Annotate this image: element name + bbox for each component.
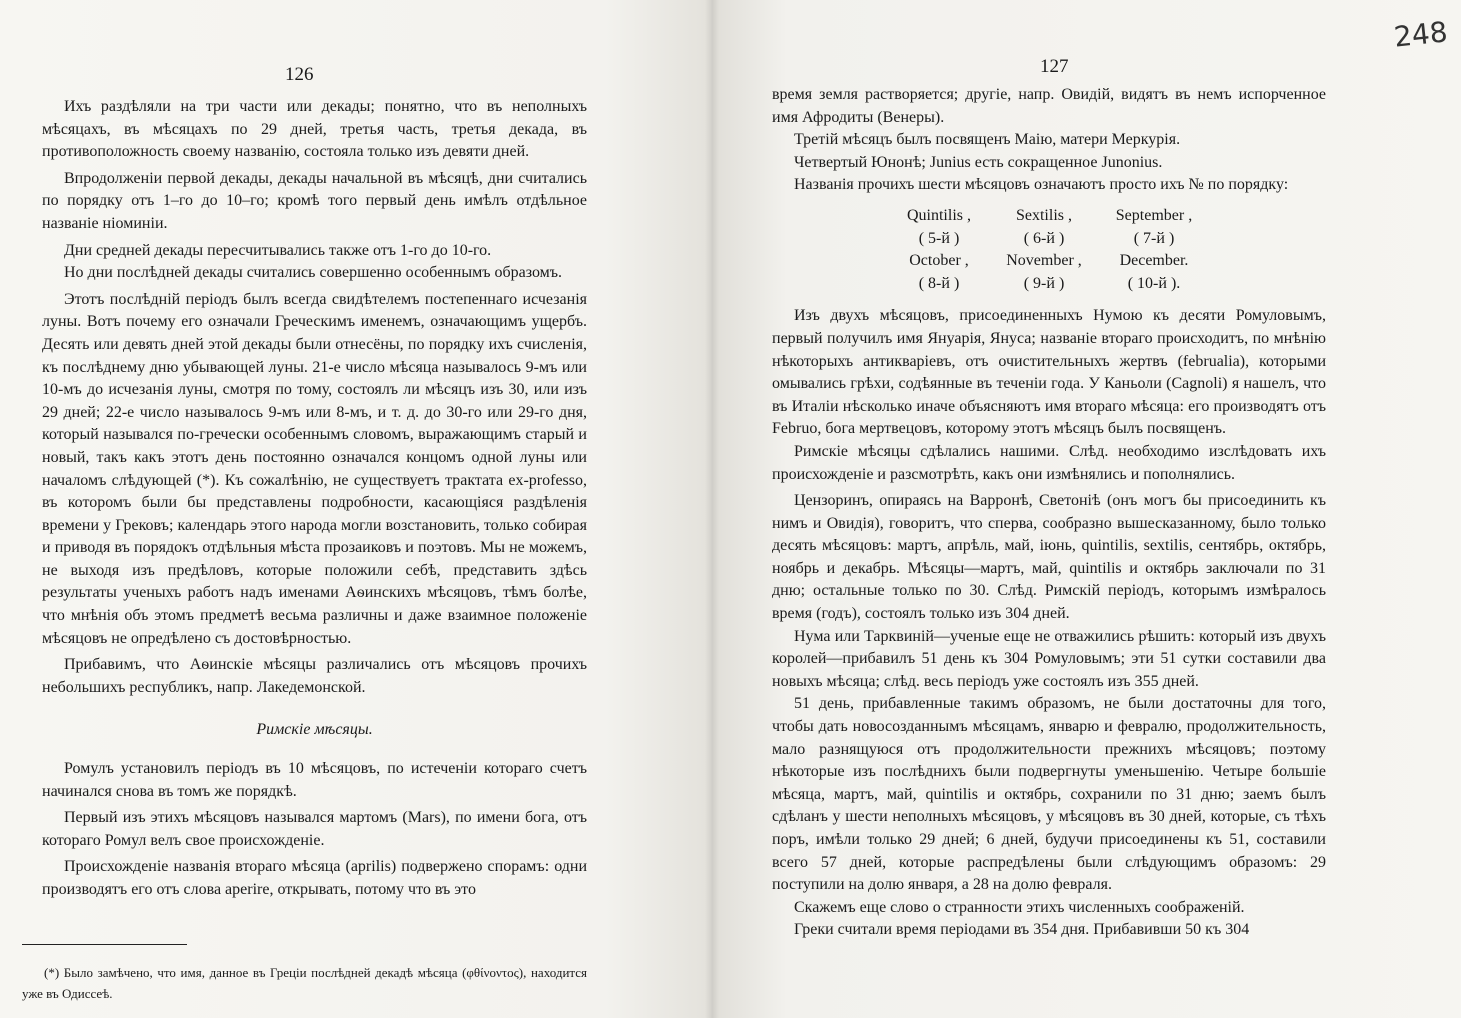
- right-page: [712, 0, 1461, 1018]
- footnote-text: (*) Было замѣчено, что имя, данное въ Греціи послѣдней декадѣ мѣсяца (φθίνοντος), находится уже въ Одиссеѣ.: [22, 965, 587, 1001]
- paragraph: время земля растворяется; другіе, напр. Овидій, видятъ въ немъ испорченное имя Афродиты (Венеры).: [772, 86, 1326, 126]
- paragraph: 51 день, прибавленные такимъ образомъ, не были достаточны для того, чтобы дать новосозданнымъ мѣсяцамъ, январю и февралю, продолжительность, мало разнящуюся отъ продолжительности прежнихъ мѣсяцовъ; поэтому нѣкоторые изъ послѣднихъ были подвергнуты уменьшенію. Четыре большіе мѣсяца, мартъ, май, quintilis и октябрь, сохранили по 31 дню; заемъ былъ сдѣланъ у шести неполныхъ мѣсяцовъ, у мѣсяцовъ въ 30 дней, которые, съ тѣхъ поръ, имѣли только 29 дней; 6 дней, будучи присоединены къ 51, составили всего 57 дней, которые распредѣлены были слѣдующимъ образомъ: 29 поступили на долю января, а 28 на долю февраля.: [772, 695, 1326, 894]
- paragraph: Цензоринъ, опираясь на Варронѣ, Светоніѣ (онъ могъ бы присоединить къ нимъ и Овидія), говоритъ, что сперва, сообразно вышесказанному, было только десять мѣсяцовъ: мартъ, апрѣль, май, іюнь, quintilis, sextilis, сентябрь, октябрь, ноябрь и декабрь. Мѣсяцы—мартъ, май, quintilis и октябрь заключали по 31 дню; остальные только по 30. Слѣд. Римскій періодъ, которымъ измѣралось время (годъ), состоялъ только изъ 304 дней.: [772, 492, 1326, 623]
- table-cell: ( 8-й ): [918, 274, 960, 292]
- paragraph: Третій мѣсяцъ былъ посвященъ Маію, матери Меркурія.: [794, 131, 1181, 149]
- table-cell: ( 9-й ): [1023, 274, 1065, 292]
- table-cell: ( 7-й ): [1133, 229, 1175, 247]
- table-cell: ( 5-й ): [918, 229, 960, 247]
- right-page-text: [772, 84, 1326, 942]
- table-cell: December.: [1119, 252, 1189, 270]
- paragraph: Греки считали время періодами въ 354 дня. Прибавивши 50 къ 304: [794, 921, 1250, 939]
- left-page-text: [42, 96, 587, 902]
- footnote: [22, 962, 587, 1004]
- table-row: [772, 250, 1326, 273]
- paragraph: Четвертый Юнонѣ; Junius есть сокращенное Junonius.: [794, 153, 1163, 171]
- table-cell: September ,: [1115, 206, 1193, 224]
- archive-number-stamp: 248: [1391, 15, 1449, 54]
- table-row: [772, 228, 1326, 251]
- paragraph: Но дни послѣдней декады считались совершенно особеннымъ образомъ.: [64, 264, 563, 282]
- table-cell: ( 10-й ).: [1127, 274, 1181, 292]
- book-gutter: [705, 0, 719, 1018]
- paragraph: Скажемъ еще слово о странности этихъ численныхъ соображеній.: [794, 898, 1245, 916]
- table-cell: October ,: [909, 252, 969, 270]
- paragraph: Ромулъ установилъ періодъ въ 10 мѣсяцовъ, по истеченіи котораго счетъ начинался снова въ томъ же порядкѣ.: [42, 760, 587, 800]
- paragraph: Ихъ раздѣляли на три части или декады; понятно, что въ неполныхъ мѣсяцахъ, въ мѣсяцахъ по 29 дней, третья часть, третья декада, въ противоположность своему названію, состояла только изъ девяти дней.: [42, 98, 587, 161]
- paragraph: Этотъ послѣдній періодъ былъ всегда свидѣтелемъ постепеннаго исчезанія луны. Вотъ почему его означали Греческимъ именемъ, означающимъ ущербъ. Десять или девять дней этой декады были отнесёны, по порядку ихъ счисленія, къ послѣднему дню убывающей луны. 21-е число мѣсяца называлось 9-мъ или 10-мъ до исчезанія луны, смотря по тому, состоялъ ли мѣсяцъ изъ 30, или изъ 29 дней; 22-е число называлось 9-мъ или 8-мъ, и т. д. до 30-го или 29-го дня, который назывался по-гречески особеннымъ словомъ, выражающимъ старый и новый, такъ какъ этотъ день постоянно означался концомъ одной луны или началомъ слѣдующей (*). Къ сожалѣнію, не существуетъ трактата ex-professo, въ которомъ были бы представлены подробности, касающіяся раздѣленія времени у Грековъ; календарь этого народа могли возстановить, только собирая и приводя въ порядокъ отдѣльныя мѣста прозаиковъ и поэтовъ. Мы не можемъ, не выходя изъ предѣловъ, которые положили себѣ, представить здѣсь результаты ученыхъ работъ надъ именами Аѳинскихъ мѣсяцовъ, тѣмъ болѣе, что мнѣнія объ этомъ предметѣ весьма различны и даже взаимное положеніе мѣсяцовъ не опредѣлено съ достовѣрностью.: [42, 290, 587, 647]
- page-number: 126: [285, 64, 314, 85]
- paragraph: Названія прочихъ шести мѣсяцовъ означаютъ просто ихъ № по порядку:: [794, 176, 1289, 194]
- paragraph: Происхожденіе названія втораго мѣсяца (aprilis) подвержено спорамъ: одни производятъ его отъ слова aperire, открывать, потому что въ это: [42, 858, 587, 898]
- paragraph: Впродолженіи первой декады, декады начальной въ мѣсяцѣ, дни считались по порядку отъ 1–го до 10–го; кромѣ того первый день имѣлъ отдѣльное названіе ніоминіи.: [42, 169, 587, 232]
- left-page: [0, 0, 712, 1018]
- paragraph: Прибавимъ, что Аѳинскіе мѣсяцы различались отъ мѣсяцовъ прочихъ небольшихъ республикъ, напр. Лакедемонской.: [42, 656, 587, 696]
- page-number: 127: [1040, 56, 1069, 77]
- paragraph: Римскіе мѣсяцы сдѣлались нашими. Слѣд. необходимо изслѣдовать ихъ происхожденіе и разсмотрѣть, какъ они измѣнялись и пополнялись.: [772, 442, 1326, 483]
- section-heading: Римскіе мѣсяцы.: [256, 721, 373, 739]
- table-cell: Quintilis ,: [906, 206, 971, 224]
- table-cell: November ,: [1006, 252, 1082, 270]
- table-cell: Sextilis ,: [1015, 206, 1072, 224]
- paragraph: Изъ двухъ мѣсяцовъ, присоединенныхъ Нумою къ десяти Ромуловымъ, первый получилъ имя Януарія, Януса; названіе втораго происходитъ, по мнѣнію нѣкоторыхъ антикваріевъ, отъ очистительныхъ жертвъ (februalia), которыми омывались грѣхи, содѣянные въ теченіи года. У Каньоли (Cagnoli) я нашелъ, что въ Италіи нѣсколько иначе объясняютъ имя втораго мѣсяца: его производятъ отъ Februo, бога мертвецовъ, которому этотъ мѣсяцъ былъ посвященъ.: [772, 307, 1326, 438]
- table-row: [772, 273, 1326, 296]
- paragraph: Дни средней декады пересчитывались также отъ 1-го до 10-го.: [64, 241, 492, 259]
- table-row: [772, 205, 1326, 228]
- table-cell: ( 6-й ): [1023, 229, 1065, 247]
- paragraph: Первый изъ этихъ мѣсяцовъ назывался мартомъ (Mars), по имени бога, отъ котораго Ромул велъ свое происхожденіе.: [42, 809, 587, 849]
- footnote-divider: [22, 944, 187, 945]
- paragraph: Нума или Тарквиній—ученые еще не отважились рѣшить: который изъ двухъ королей—прибавилъ 51 день къ 304 Ромуловымъ; эти 51 сутки составили два новыхъ мѣсяца; слѣд. весь періодъ уже состоялъ изъ 355 дней.: [772, 627, 1326, 690]
- month-number-table: [772, 205, 1326, 295]
